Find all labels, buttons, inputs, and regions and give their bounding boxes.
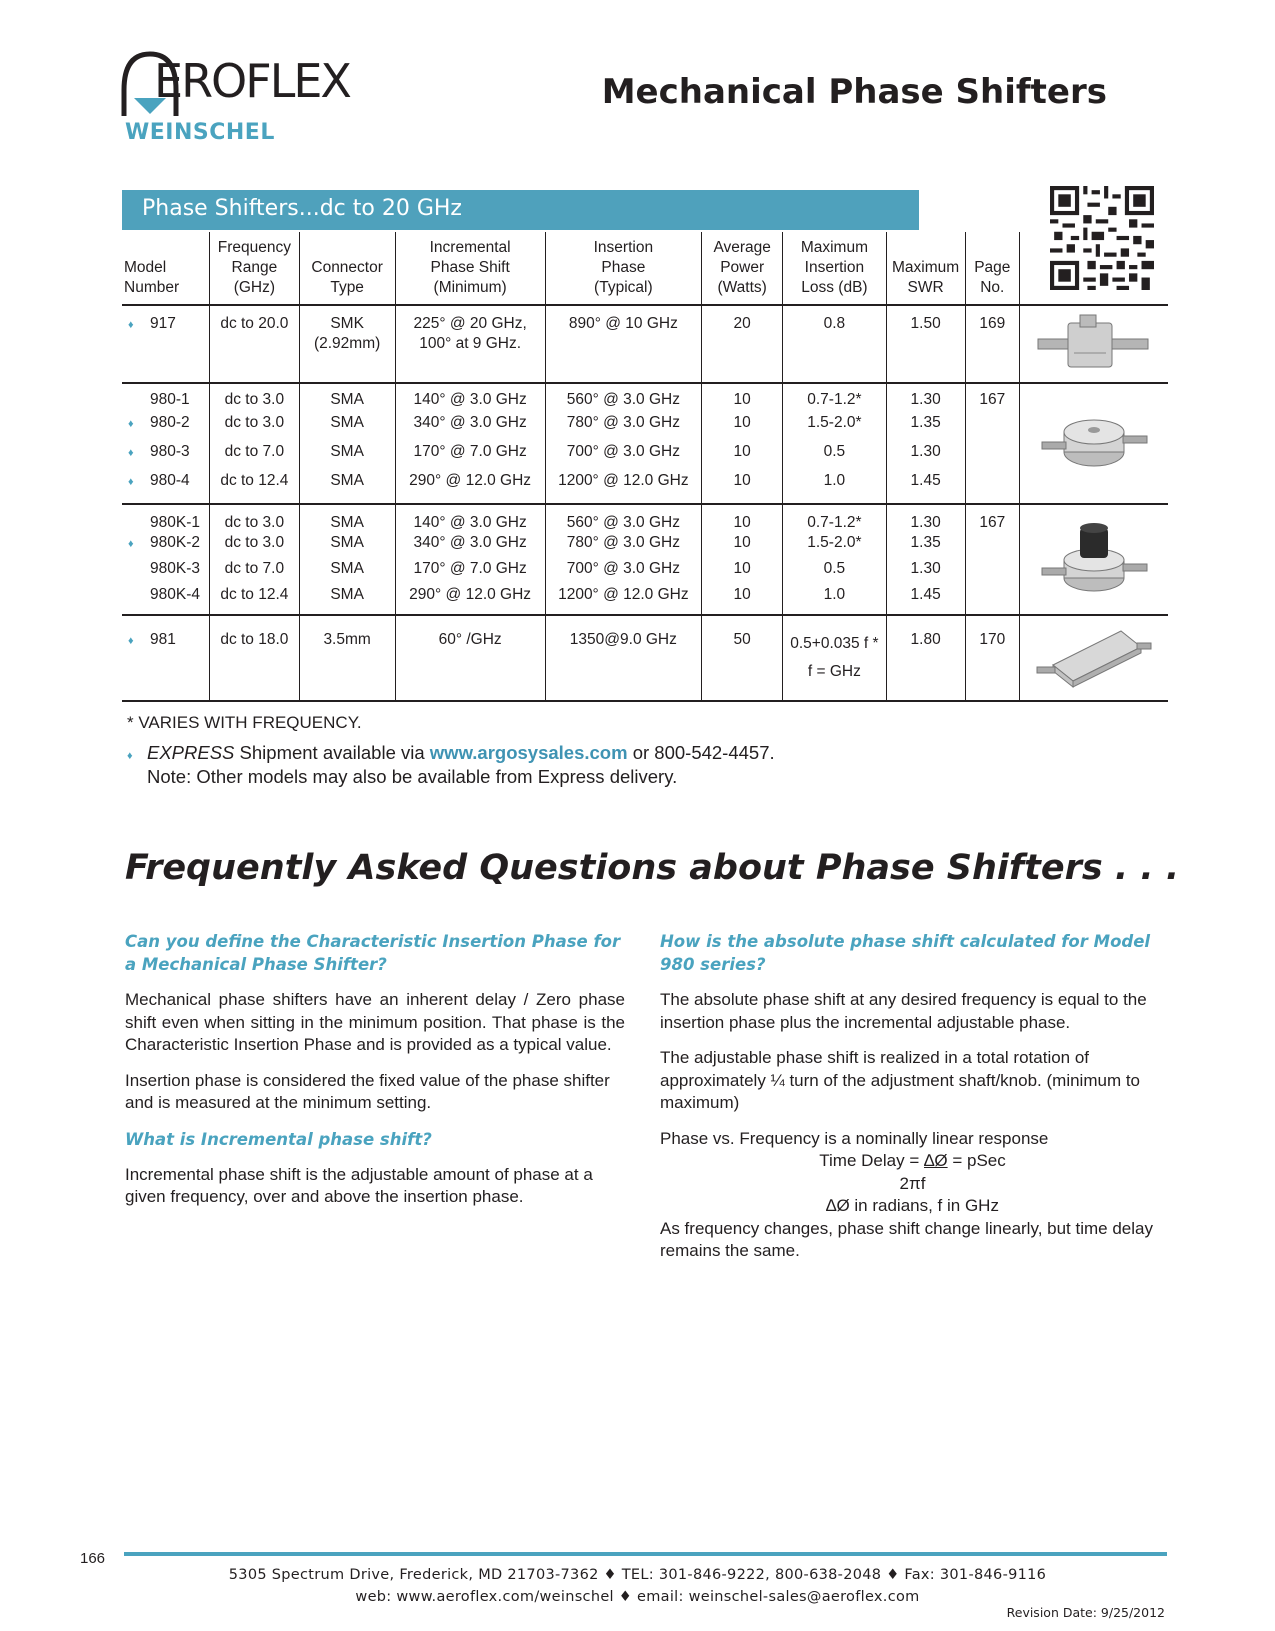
col-swr: Maximum SWR	[886, 232, 965, 305]
faq-answer-1: Mechanical phase shifters have an inherent delay / Zero phase shift even when sitting in the minimum position. That phase is the Characteristic Insertion Phase and is provided as a typical value.	[125, 990, 625, 1054]
model-917-photo	[1034, 313, 1154, 375]
faq-title: Frequently Asked Questions about Phase Shifters . . .	[125, 848, 1180, 888]
table-row: ♦ 980-3 dc to 7.0 SMA 170° @ 7.0 GHz 700° @ 3.0 GHz 10 0.5 1.30	[122, 442, 1168, 471]
logo-subtitle: WEINSCHEL	[125, 120, 275, 145]
col-frequency: Frequency Range (GHz)	[210, 232, 300, 305]
model-980k-photo	[1039, 512, 1149, 608]
aeroflex-logo	[120, 50, 400, 150]
faq-question-1: Can you define the Characteristic Insertion Phase for a Mechanical Phase Shifter?	[125, 932, 621, 974]
faq-answer-3c: Phase vs. Frequency is a nominally linear response	[660, 1128, 1049, 1148]
model-980-photo	[1039, 404, 1149, 484]
express-diamond-icon: ♦	[128, 635, 134, 647]
faq-answer-3b: The adjustable phase shift is realized in a total rotation of approximately ¼ turn of the adjustment shaft/knob. (minimum to maximum)	[660, 1048, 1141, 1112]
section-banner	[122, 190, 919, 230]
banner-title: Phase Shifters...dc to 20 GHz	[142, 196, 462, 221]
time-delay-formula: Time Delay = ∆Ø = pSec	[819, 1151, 1006, 1170]
document-title: Mechanical Phase Shifters	[601, 72, 1107, 112]
table-row: 980K-1 dc to 3.0 SMA 140° @ 3.0 GHz 560° @ 3.0 GHz 10 0.7-1.2* 1.30 167	[122, 504, 1168, 533]
table-row: ♦ 981 dc to 18.0 3.5mm 60° /GHz 1350@9.0 GHz 50 0.5+0.035 f * f = GHz 1.80 170	[122, 615, 1168, 701]
argosy-link[interactable]: www.argosysales.com	[429, 742, 628, 763]
express-diamond-icon: ♦	[128, 538, 134, 550]
faq-right-column	[660, 930, 1165, 1263]
logo-wordmark: EROFLEX	[154, 54, 350, 108]
express-diamond-icon: ♦	[128, 476, 134, 488]
phase-shifter-spec-table	[122, 232, 1168, 702]
col-incremental: Incremental Phase Shift (Minimum)	[395, 232, 545, 305]
faq-answer-3d: As frequency changes, phase shift change linearly, but time delay remains the same.	[660, 1218, 1153, 1260]
col-loss: Maximum Insertion Loss (dB)	[783, 232, 886, 305]
revision-date: Revision Date: 9/25/2012	[1006, 1605, 1165, 1620]
varies-note: * VARIES WITH FREQUENCY.	[127, 713, 362, 732]
col-image	[1019, 232, 1168, 305]
model-981-photo	[1035, 621, 1153, 695]
formula-units: ∆Ø in radians, f in GHz	[826, 1196, 999, 1215]
table-row: ♦ 917 dc to 20.0 SMK (2.92mm) 225° @ 20 GHz, 100° at 9 GHz. 890° @ 10 GHz 20 0.8 1.50 169	[122, 305, 1168, 383]
other-models-note: Note: Other models may also be available from Express delivery.	[147, 766, 678, 787]
express-diamond-icon: ♦	[128, 319, 134, 331]
faq-question-3: How is the absolute phase shift calculated for Model 980 series?	[660, 932, 1151, 974]
table-row: 980K-3 dc to 7.0 SMA 170° @ 7.0 GHz 700° @ 3.0 GHz 10 0.5 1.30	[122, 559, 1168, 585]
footer-address: 5305 Spectrum Drive, Frederick, MD 21703-7362 ♦ TEL: 301-846-9222, 800-638-2048 ♦ Fax: 301-846-9116	[228, 1567, 1047, 1583]
formula-denominator: 2πf	[899, 1173, 926, 1193]
faq-left-column	[125, 930, 625, 1209]
col-insertion: Insertion Phase (Typical)	[545, 232, 701, 305]
express-diamond-icon: ♦	[128, 447, 134, 459]
table-header-row	[122, 232, 1168, 305]
table-row: ♦ 980-2 dc to 3.0 SMA 340° @ 3.0 GHz 780° @ 3.0 GHz 10 1.5-2.0* 1.35	[122, 413, 1168, 442]
faq-answer-1b: Insertion phase is considered the fixed value of the phase shifter and is measured at the minimum setting.	[125, 1070, 610, 1112]
table-row: 980K-4 dc to 12.4 SMA 290° @ 12.0 GHz 1200° @ 12.0 GHz 10 1.0 1.45	[122, 585, 1168, 615]
col-model: Model Number	[124, 259, 180, 296]
page-number: 166	[80, 1550, 106, 1567]
faq-answer-2: Incremental phase shift is the adjustable amount of phase at a given frequency, over and above the insertion phase.	[125, 1164, 593, 1206]
col-page: Page No.	[965, 232, 1019, 305]
express-note: ♦ EXPRESS Shipment available via www.argosysales.com or 800-542-4457.	[127, 742, 775, 763]
footer-web: web: www.aeroflex.com/weinschel ♦ email: weinschel-sales@aeroflex.com	[355, 1589, 920, 1605]
faq-question-2: What is Incremental phase shift?	[125, 1129, 432, 1149]
table-row: ♦ 980K-2 dc to 3.0 SMA 340° @ 3.0 GHz 780° @ 3.0 GHz 10 1.5-2.0* 1.35	[122, 533, 1168, 559]
col-connector: Connector Type	[299, 232, 395, 305]
faq-answer-3: The absolute phase shift at any desired frequency is equal to the insertion phase plus the incremental adjustable phase.	[660, 990, 1147, 1032]
footer-rule	[124, 1552, 1167, 1556]
express-diamond-icon: ♦	[127, 750, 133, 762]
col-power: Average Power (Watts)	[702, 232, 783, 305]
table-row: ♦ 980-4 dc to 12.4 SMA 290° @ 12.0 GHz 1200° @ 12.0 GHz 10 1.0 1.45	[122, 471, 1168, 504]
table-row: 980-1 dc to 3.0 SMA 140° @ 3.0 GHz 560° @ 3.0 GHz 10 0.7-1.2* 1.30 167	[122, 383, 1168, 413]
express-diamond-icon: ♦	[128, 418, 134, 430]
